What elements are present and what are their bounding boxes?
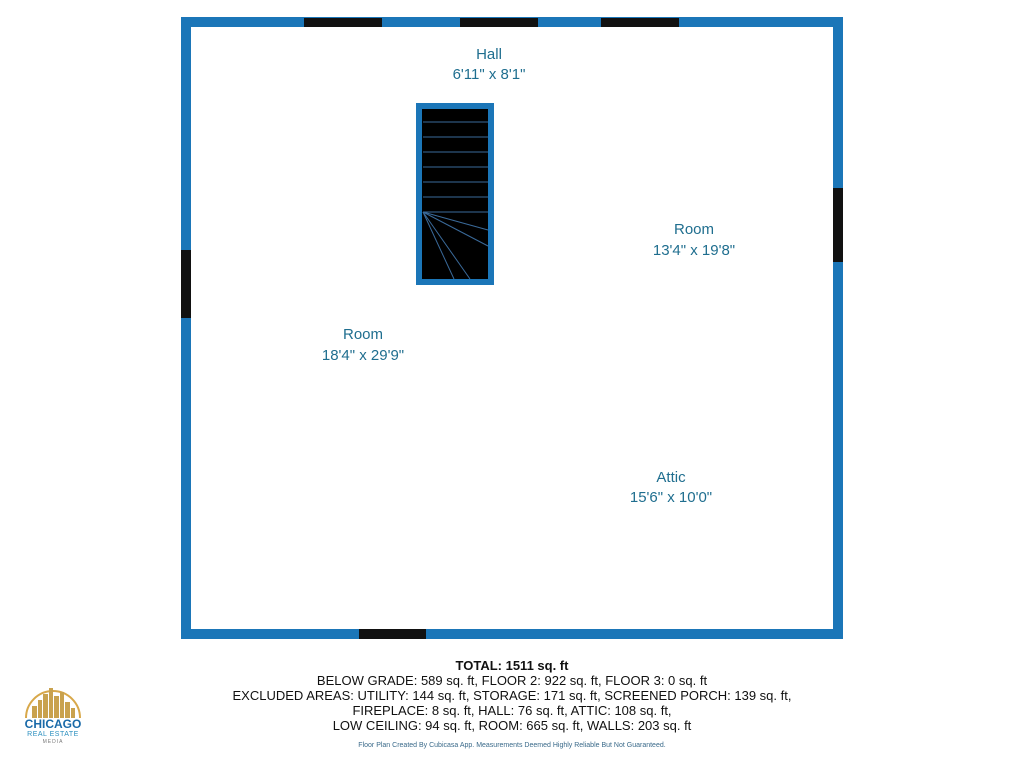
- chicago-real-estate-media-logo: [20, 684, 86, 748]
- window-top-2: [460, 18, 538, 27]
- disclaimer: Floor Plan Created By Cubicasa App. Measurements Deemed Highly Reliable But Not Guaranteed.: [358, 742, 666, 749]
- logo-brand: CHICAGO: [24, 717, 82, 731]
- room-label-room-right: Room: [673, 221, 715, 238]
- total-area: TOTAL: 1511 sq. ft: [455, 658, 569, 673]
- room-dims-attic: 15'6" x 10'0": [629, 489, 713, 506]
- outer-wall: [186, 22, 838, 634]
- summary-line-4: LOW CEILING: 94 sq. ft, ROOM: 665 sq. ft, WALLS: 203 sq. ft: [332, 718, 692, 733]
- window-left: [181, 250, 191, 318]
- area-summary: [0, 658, 1024, 733]
- logo-subtitle: REAL ESTATE: [27, 731, 79, 738]
- room-label-room-left: Room: [342, 326, 384, 343]
- room-label-hall: Hall: [476, 46, 502, 63]
- room-label-attic: Attic: [656, 469, 686, 486]
- summary-line-2: EXCLUDED AREAS: UTILITY: 144 sq. ft, STORAGE: 171 sq. ft, SCREENED PORCH: 139 sq. ft,: [232, 688, 792, 703]
- door-bottom: [359, 629, 426, 639]
- window-right: [833, 188, 843, 262]
- room-dims-room-right: 13'4" x 19'8": [652, 242, 736, 259]
- skyline-icon: [20, 684, 86, 720]
- logo-subtitle-2: MEDIA: [42, 739, 64, 745]
- room-dims-room-left: 18'4" x 29'9": [321, 347, 405, 364]
- window-top-1: [304, 18, 382, 27]
- summary-line-1: BELOW GRADE: 589 sq. ft, FLOOR 2: 922 sq. ft, FLOOR 3: 0 sq. ft: [316, 673, 708, 688]
- stairs: [419, 106, 491, 282]
- window-top-3: [601, 18, 679, 27]
- summary-line-3: FIREPLACE: 8 sq. ft, HALL: 76 sq. ft, ATTIC: 108 sq. ft,: [352, 703, 672, 718]
- room-dims-hall: 6'11" x 8'1": [452, 66, 526, 83]
